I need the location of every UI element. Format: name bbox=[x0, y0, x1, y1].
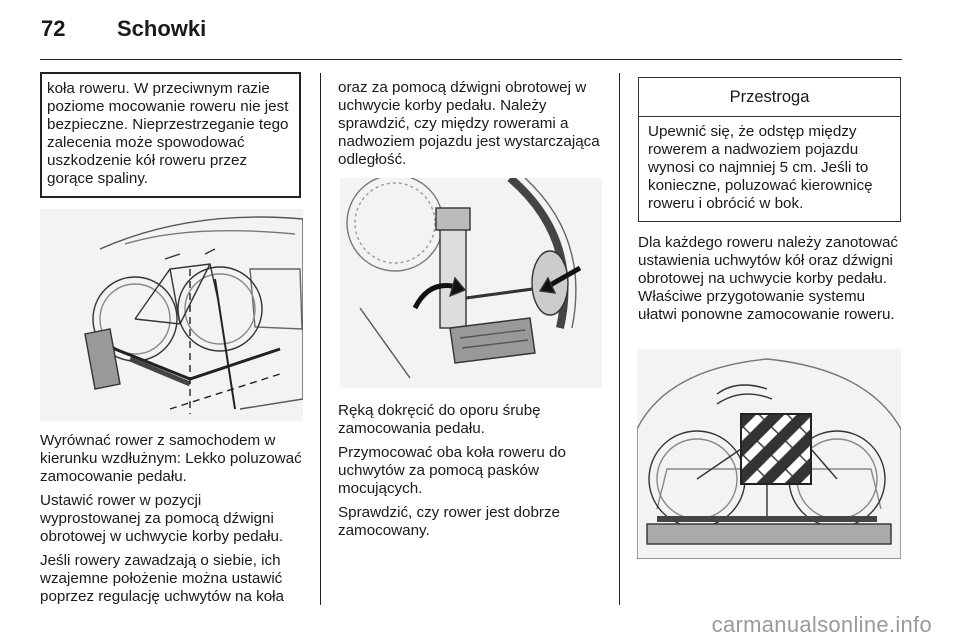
warning-text: koła roweru. W przeciwnym razie poziome mocowanie roweru nie jest bezpieczne. Nieprzestrzeganie tego zalecenia może spowodować uszkodzenie kół roweru przez gorące spaliny. bbox=[47, 80, 289, 187]
col1-paragraph-3: Jeśli rowery zawadzają o siebie, ich wzajemne położenie można ustawić poprzez regulację uchwytów na koła bbox=[40, 552, 284, 605]
pedal-clamp-illustration bbox=[340, 178, 602, 388]
col3-paragraph: Dla każdego roweru należy zanotować ustawienia uchwytów kół oraz dźwigni obrotowej na uchwycie korby pedału. Właściwe przygotowanie systemu ułatwi ponowne zamocowanie roweru. bbox=[638, 234, 899, 323]
col1-text bbox=[40, 432, 302, 612]
col2-paragraph-1: Ręką dokręcić do oporu śrubę zamocowania pedału. bbox=[338, 402, 541, 437]
col1-paragraph-2: Ustawić rower w pozycji wyprostowanej za pomocą dźwigni obrotowej w uchwycie korby pedału. bbox=[40, 492, 284, 545]
col2-paragraph-3: Sprawdzić, czy rower jest dobrze zamocowany. bbox=[338, 504, 560, 539]
warning-box bbox=[40, 72, 301, 198]
page-number: 72 bbox=[41, 16, 66, 41]
bikes-on-rack-illustration bbox=[637, 349, 901, 559]
col2-text bbox=[338, 402, 603, 546]
col2-intro bbox=[338, 79, 603, 175]
col2-intro-text: oraz za pomocą dźwigni obrotowej w uchwycie korby pedału. Należy sprawdzić, czy między rowerami a nadwoziem pojazdu jest wystarczająca odległość. bbox=[338, 79, 600, 168]
page-title: Schowki bbox=[117, 16, 207, 41]
caution-box bbox=[638, 77, 901, 222]
column-divider-2 bbox=[619, 73, 620, 605]
bike-rack-illustration bbox=[40, 209, 303, 421]
header-divider bbox=[40, 59, 902, 60]
column-divider-1 bbox=[320, 73, 321, 605]
watermark: carmanualsonline.info bbox=[711, 612, 932, 637]
caution-title: Przestroga bbox=[639, 78, 900, 117]
col2-paragraph-2: Przymocować oba koła roweru do uchwytów za pomocą pasków mocujących. bbox=[338, 444, 566, 497]
caution-text: Upewnić się, że odstęp między rowerem a nadwoziem pojazdu wynosi co najmniej 5 cm. Jeśli to konieczne, poluzować kierownicę roweru i obrócić w bok. bbox=[648, 123, 873, 212]
col1-paragraph-1: Wyrównać rower z samochodem w kierunku wzdłużnym: Lekko poluzować zamocowanie pedału. bbox=[40, 432, 302, 485]
col3-text bbox=[638, 234, 903, 330]
